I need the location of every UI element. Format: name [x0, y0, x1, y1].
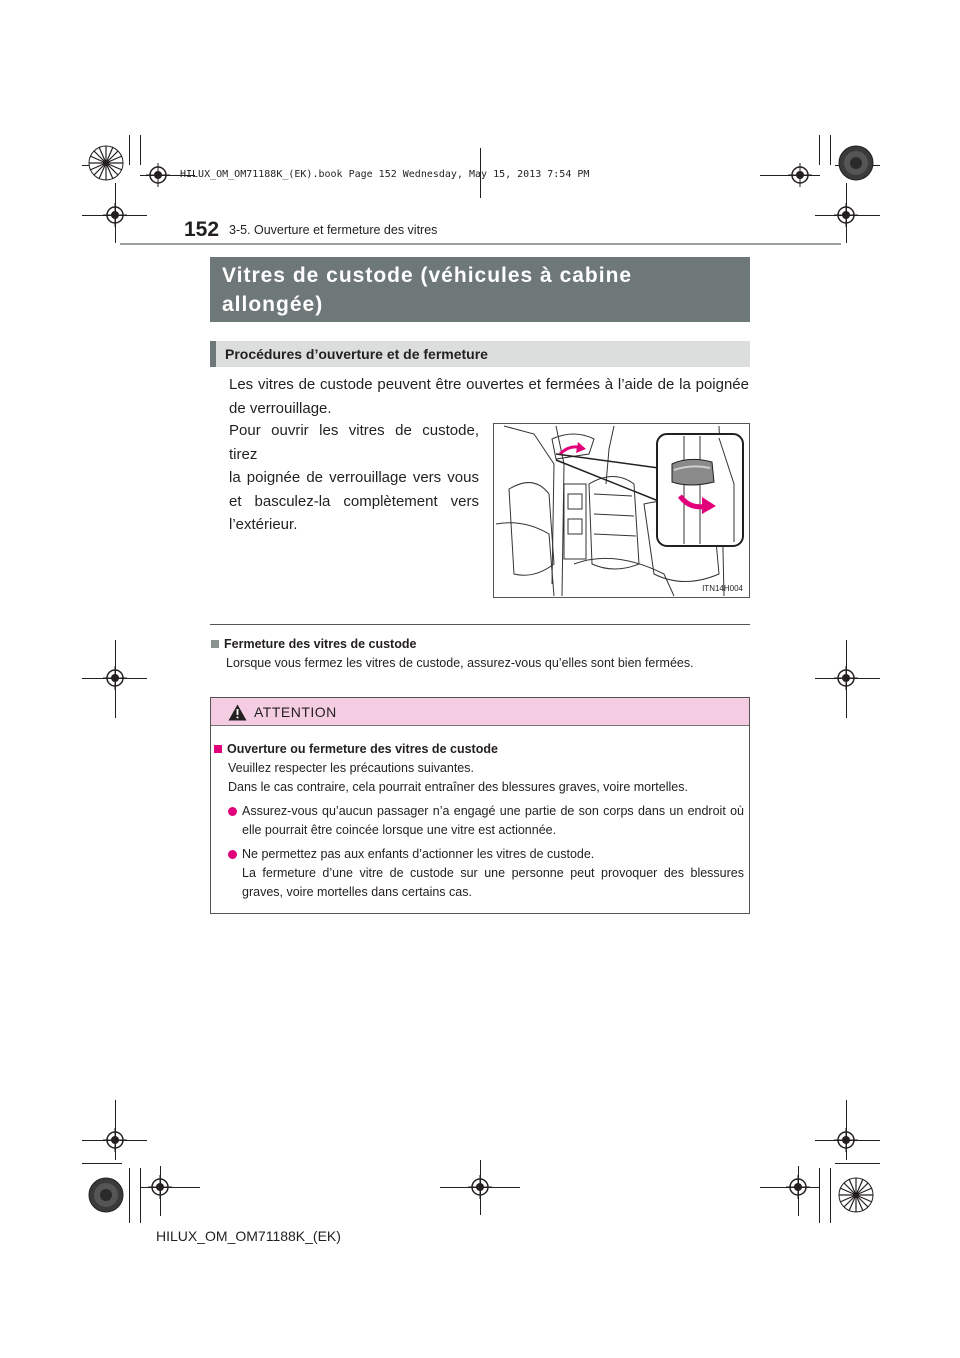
warning-bullet: [228, 845, 744, 902]
illustration-lock-handle: [493, 423, 750, 598]
registration-target-icon: [834, 1128, 858, 1152]
crop-mark: [140, 1168, 141, 1223]
registration-target-icon: [786, 1175, 810, 1199]
cabin-interior-drawing: [494, 424, 750, 598]
document-code: HILUX_OM_OM71188K_(EK): [156, 1228, 341, 1244]
warning-label: ATTENTION: [254, 704, 337, 720]
warning-intro: [228, 759, 743, 797]
step-line: Pour ouvrir les vitres de custode, tirez: [229, 422, 479, 463]
warning-title: [214, 740, 498, 759]
warning-title-text: Ouverture ou fermeture des vitres de custode: [227, 742, 498, 756]
page-number: 152: [184, 218, 220, 241]
header-rule: [120, 243, 841, 245]
crop-mark: [82, 1163, 122, 1164]
registration-target-icon: [788, 163, 812, 187]
registration-target-icon: [103, 203, 127, 227]
crop-mark: [819, 135, 820, 165]
crop-mark: [140, 135, 141, 165]
warning-bullet-text: La fermeture d’une vitre de custode sur une personne peut provoquer des blessures graves, voire mortelles dans certains cas.: [242, 866, 744, 899]
crop-mark: [129, 135, 130, 165]
starburst-target-icon: [838, 1177, 874, 1213]
note-title: [211, 635, 416, 654]
book-info-line: HILUX_OM_OM71188K_(EK).book Page 152 Wednesday, May 15, 2013 7:54 PM: [180, 169, 590, 180]
warning-bullet: [228, 802, 744, 840]
crop-mark: [129, 1168, 130, 1223]
registration-target-icon: [103, 1128, 127, 1152]
step-paragraph: [229, 419, 479, 537]
figure-code: ITN14H004: [702, 584, 743, 593]
registration-target-icon: [834, 203, 858, 227]
gray-target-icon: [88, 1177, 124, 1213]
crop-mark: [830, 1168, 831, 1223]
crop-mark: [835, 1163, 880, 1164]
registration-target-icon: [146, 163, 170, 187]
registration-target-icon: [148, 1175, 172, 1199]
subsection-title: Procédures d’ouverture et de fermeture: [210, 341, 750, 367]
warning-bullet-text: Assurez-vous qu’aucun passager n’a engagé une partie de son corps dans un endroit où elle pourrait être coincée lorsque une vitre est actionnée.: [242, 804, 744, 837]
registration-target-icon: [468, 1175, 492, 1199]
square-bullet-icon: [211, 640, 219, 648]
note-title-text: Fermeture des vitres de custode: [224, 637, 417, 651]
crop-mark: [830, 135, 831, 165]
bullet-dot-icon: [228, 850, 237, 859]
section-title-line: allongée): [222, 293, 324, 316]
warning-triangle-icon: [228, 704, 247, 721]
warning-bullet-text: Ne permettez pas aux enfants d’actionner les vitres de custode.: [242, 847, 595, 861]
registration-target-icon: [834, 666, 858, 690]
registration-target-icon: [103, 666, 127, 690]
warning-box: [210, 697, 750, 914]
section-title-line: Vitres de custode (véhicules à cabine: [222, 264, 633, 287]
warning-header: [211, 698, 749, 726]
starburst-target-icon: [88, 145, 124, 181]
step-line: et basculez-la complètement vers: [229, 492, 479, 510]
warning-line: Veuillez respecter les précautions suivantes.: [228, 761, 474, 775]
intro-paragraph: Les vitres de custode peuvent être ouvertes et fermées à l’aide de la poignée de verrouillage.: [229, 376, 749, 417]
section-divider: [210, 624, 750, 625]
bullet-dot-icon: [228, 807, 237, 816]
gray-target-icon: [838, 145, 874, 181]
step-line: l’extérieur.: [229, 516, 298, 533]
note-text: Lorsque vous fermez les vitres de custode, assurez-vous qu’elles sont bien fermées.: [226, 656, 694, 670]
step-line: la poignée de verrouillage vers vous: [229, 469, 479, 486]
section-title: [210, 257, 750, 322]
square-bullet-icon: [214, 745, 222, 753]
crop-mark: [819, 1168, 820, 1223]
running-title: 3-5. Ouverture et fermeture des vitres: [229, 223, 438, 237]
warning-line: Dans le cas contraire, cela pourrait entraîner des blessures graves, voire mortelles.: [228, 780, 688, 794]
